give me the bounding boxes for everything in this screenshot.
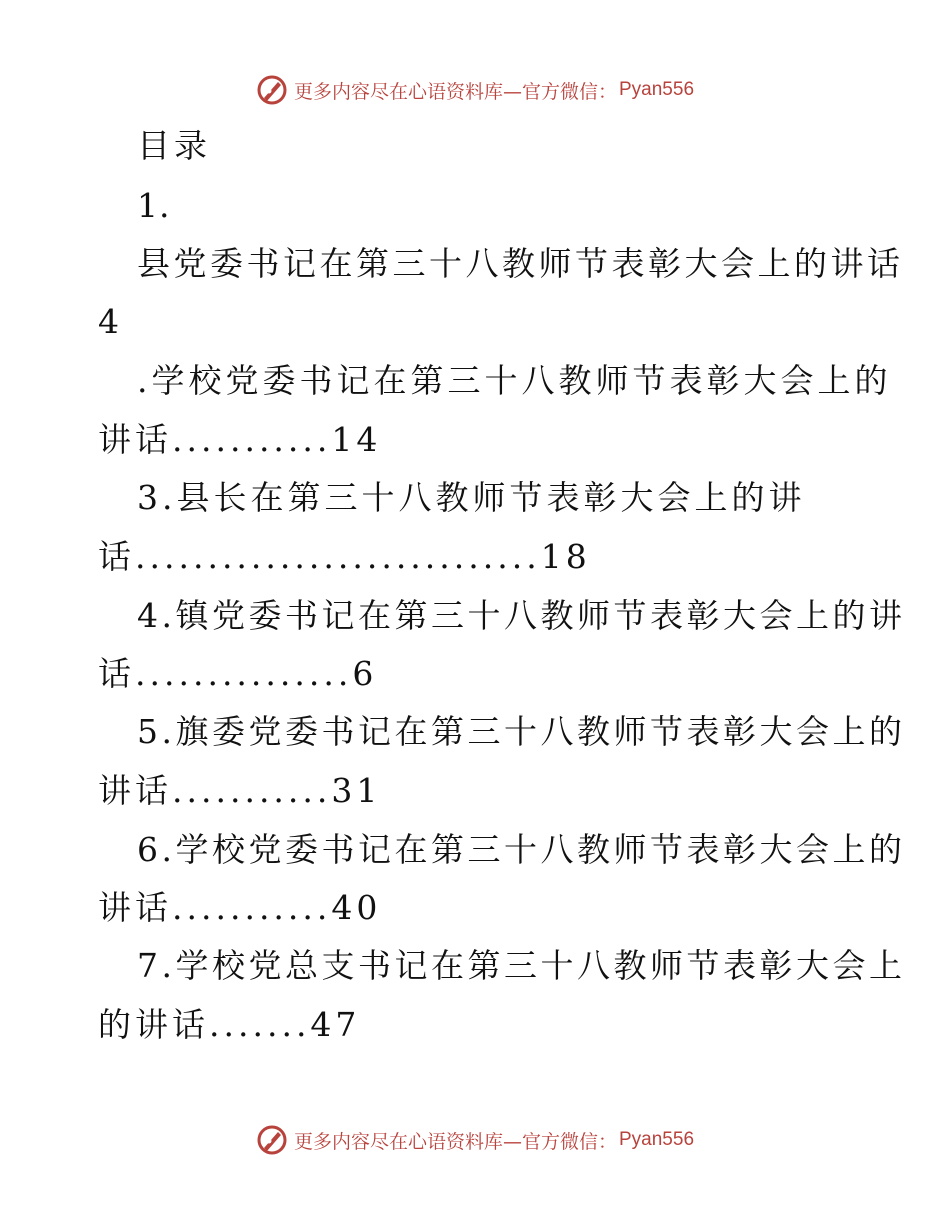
toc-line: 讲话...........14 — [98, 420, 382, 459]
footer-watermark — [0, 1120, 950, 1160]
banner-text: 更多内容尽在心语资料库—官方微信： — [293, 80, 617, 103]
toc-line: 1. — [137, 186, 171, 225]
toc-line: 6.学校党委书记在第三十八教师节表彰大会上的 — [137, 830, 906, 869]
toc-line: 讲话...........31 — [98, 771, 382, 810]
banner-text: 更多内容尽在心语资料库—官方微信： — [293, 1130, 617, 1153]
toc-title: 目录 — [137, 126, 211, 165]
toc-line: 7.学校党总支书记在第三十八教师节表彰大会上 — [137, 946, 906, 985]
toc-line: 3.县长在第三十八教师节表彰大会上的讲 — [137, 478, 806, 517]
toc-line: 话............................18 — [98, 537, 591, 576]
toc-line: 话...............6 — [98, 654, 378, 693]
toc-line: 的讲话.......47 — [98, 1005, 361, 1044]
banner-wechat-id: Pyan556 — [619, 1129, 695, 1150]
pen-logo-icon — [256, 74, 288, 106]
toc-line: 讲话...........40 — [98, 888, 382, 927]
toc-line: 4 — [98, 302, 120, 341]
toc-line: .学校党委书记在第三十八教师节表彰大会上的 — [137, 361, 892, 400]
toc-line: 县党委书记在第三十八教师节表彰大会上的讲话 — [137, 244, 904, 283]
banner-wechat-id: Pyan556 — [619, 79, 695, 100]
toc-line: 4.镇党委书记在第三十八教师节表彰大会上的讲 — [137, 596, 906, 635]
toc-line: 5.旗委党委书记在第三十八教师节表彰大会上的 — [137, 712, 906, 751]
header-watermark — [0, 70, 950, 110]
pen-logo-icon — [256, 1124, 288, 1156]
